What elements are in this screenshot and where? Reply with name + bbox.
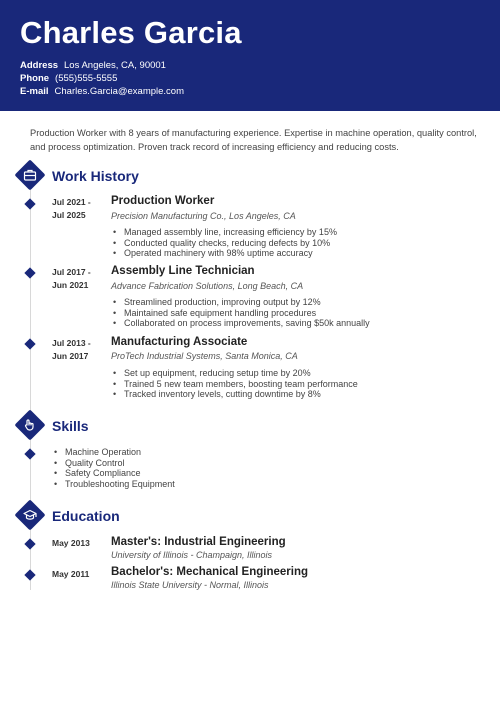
section-title-work-history: Work History: [52, 168, 139, 184]
contact-value: (555)555-5555: [55, 73, 118, 84]
contact-value: Charles.Garcia@example.com: [54, 86, 185, 97]
section-title-skills: Skills: [52, 418, 89, 434]
contact-label: E-mail: [20, 86, 49, 97]
job-bullets: [111, 297, 370, 329]
job-title: Assembly Line Technician: [111, 265, 255, 277]
list-item: • Set up equipment, reducing setup time by 20%: [111, 368, 358, 379]
timeline-marker: [24, 538, 35, 549]
contact-label: Address: [20, 60, 59, 71]
briefcase-icon: [14, 159, 45, 190]
timeline-marker: [24, 569, 35, 580]
timeline-marker: [24, 267, 35, 278]
job-dates: [52, 266, 91, 291]
professional-summary: Production Worker with 8 years of manufacturing experience. Expertise in machine operation, quality control, and process optimization. Proven track record of increasing efficiency and reducing costs.: [30, 128, 477, 152]
job-company: Advance Fabrication Solutions, Long Beach, CA: [111, 281, 304, 291]
timeline-marker: [24, 338, 35, 349]
job-date-start: Jul 2021 -: [52, 197, 91, 207]
job-date-start: Jul 2013 -: [52, 338, 91, 348]
candidate-name: Charles Garcia: [20, 15, 242, 50]
job-title: Production Worker: [111, 195, 215, 207]
graduation-cap-icon: [14, 499, 45, 530]
job-bullets: [111, 227, 337, 259]
list-item: • Machine Operation: [52, 447, 175, 458]
contact-phone: [20, 74, 117, 84]
contact-label: Phone: [20, 73, 50, 84]
contact-email: [20, 87, 184, 97]
list-item: • Collaborated on process improvements, saving $50k annually: [111, 318, 370, 329]
list-item: • Managed assembly line, increasing efficiency by 15%: [111, 227, 337, 238]
list-item: • Trained 5 new team members, boosting team performance: [111, 379, 358, 390]
school-name: University of Illinois - Champaign, Illinois: [111, 550, 273, 560]
hand-pointer-icon: [14, 409, 45, 440]
skills-list: [52, 447, 175, 489]
job-title: Manufacturing Associate: [111, 336, 248, 348]
section-title-education: Education: [52, 508, 120, 524]
job-company: ProTech Industrial Systems, Santa Monica, CA: [111, 351, 298, 361]
degree-title: Bachelor's: Mechanical Engineering: [111, 566, 309, 578]
list-item: • Quality Control: [52, 458, 175, 469]
list-item: • Tracked inventory levels, cutting downtime by 8%: [111, 389, 358, 400]
contact-address: [20, 61, 166, 71]
list-item: • Conducted quality checks, reducing defects by 10%: [111, 238, 337, 249]
job-company: Precision Manufacturing Co., Los Angeles, CA: [111, 211, 296, 221]
job-dates: [52, 337, 91, 362]
list-item: • Maintained safe equipment handling procedures: [111, 308, 370, 319]
job-date-end: Jun 2021: [52, 279, 89, 290]
job-date-end: Jul 2025: [52, 209, 86, 220]
job-date-start: Jul 2017 -: [52, 267, 91, 277]
job-bullets: [111, 368, 358, 400]
timeline-marker: [24, 198, 35, 209]
list-item: • Safety Compliance: [52, 468, 175, 479]
contact-value: Los Angeles, CA, 90001: [64, 60, 166, 71]
list-item: • Streamlined production, improving output by 12%: [111, 297, 370, 308]
list-item: • Troubleshooting Equipment: [52, 479, 175, 490]
resume-header: [0, 0, 500, 111]
job-dates: [52, 196, 91, 221]
degree-title: Master's: Industrial Engineering: [111, 536, 286, 548]
education-date: May 2011: [52, 569, 90, 579]
list-item: • Operated machinery with 98% uptime accuracy: [111, 248, 337, 259]
timeline-marker: [24, 448, 35, 459]
education-date: May 2013: [52, 538, 90, 548]
school-name: Illinois State University - Normal, Illinois: [111, 580, 269, 590]
job-date-end: Jun 2017: [52, 350, 89, 361]
